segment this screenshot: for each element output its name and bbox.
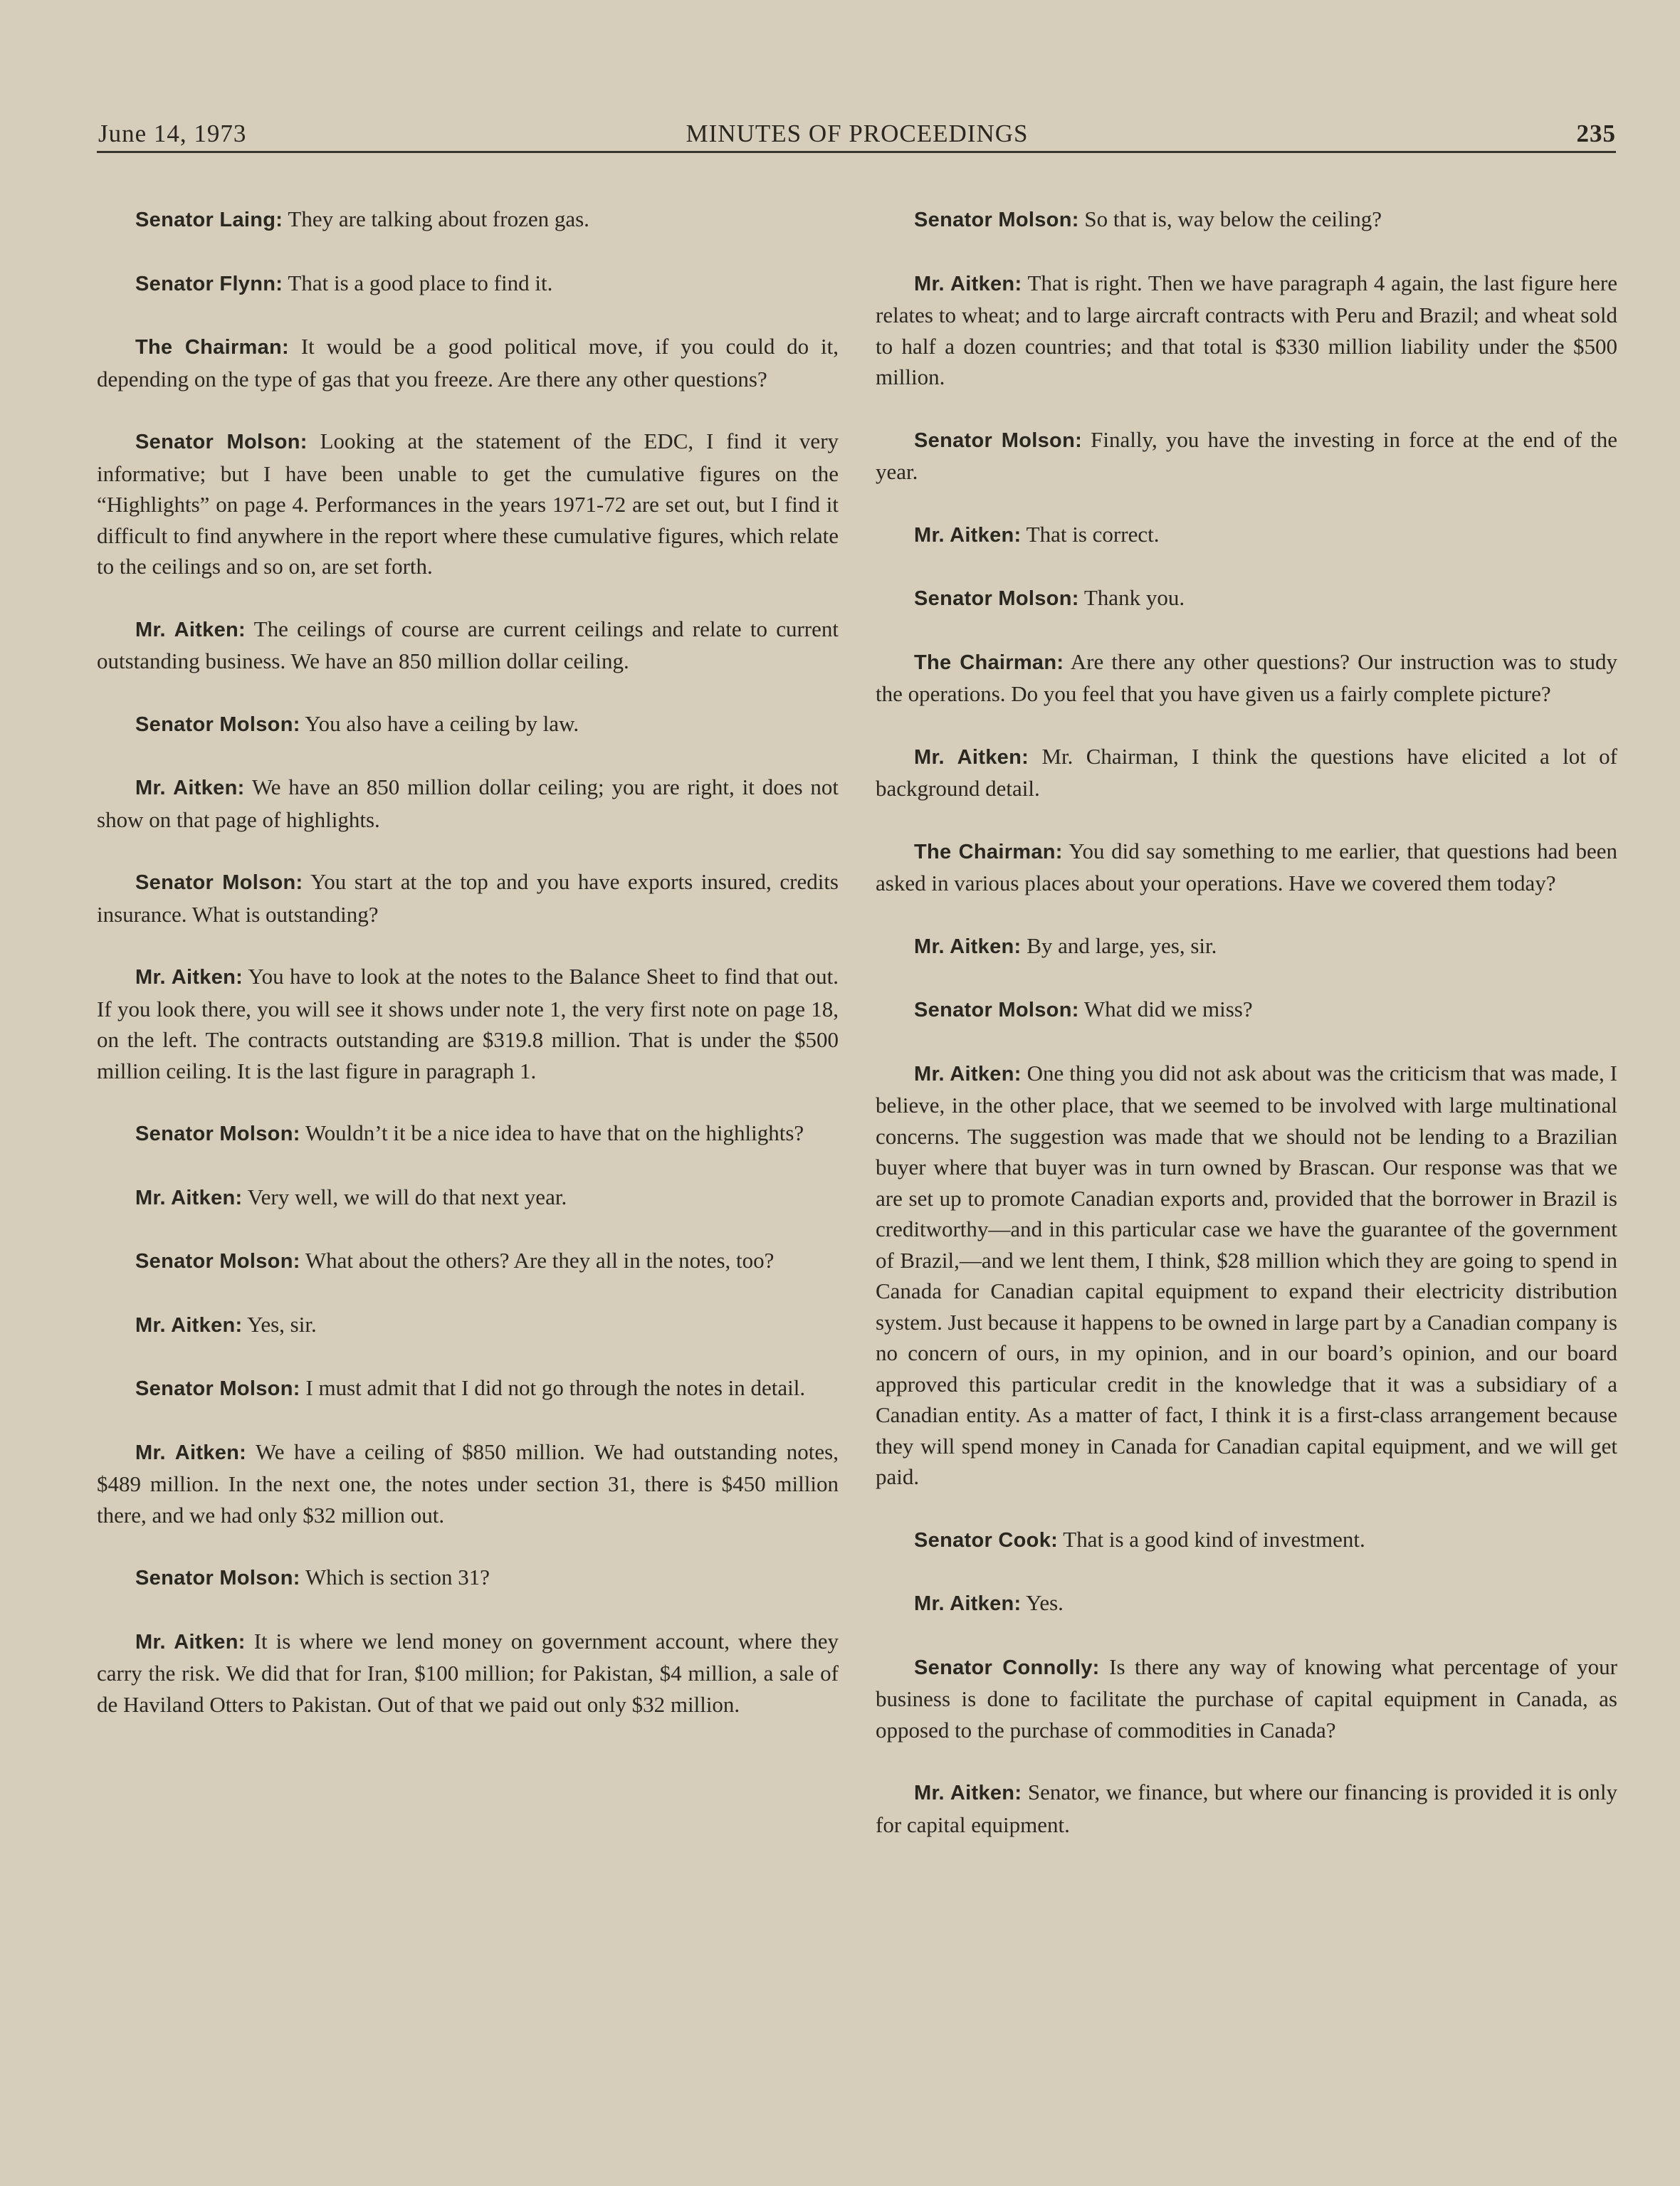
speaker-name: Senator Flynn: — [135, 272, 283, 295]
paragraph — [97, 1372, 839, 1405]
speech-text: I must admit that I did not go through the notes in detail. — [305, 1375, 806, 1400]
speaker-name: Mr. Aitken: — [135, 1630, 246, 1654]
speaker-name: Senator Molson: — [914, 429, 1083, 452]
speech-text: What about the others? Are they all in the notes, too? — [305, 1248, 775, 1273]
speech-text: Finally, you have the investing in force at the end of the year. — [876, 426, 1618, 484]
paragraph — [876, 204, 1617, 236]
speaker-name: Senator Molson: — [914, 209, 1079, 231]
speaker-name: Mr. Aitken: — [914, 1062, 1022, 1086]
speech-text: Is there any way of knowing what percentage of your business is done to facilitate the purchase of capital equipment in Canada, as opposed to the purchase of commodities in Canada? — [876, 1654, 1618, 1743]
speech-text: Yes. — [1026, 1590, 1064, 1615]
speech-text: That is a good place to find it. — [288, 270, 553, 295]
speaker-name: Senator Laing: — [135, 209, 283, 231]
paragraph — [876, 836, 1617, 899]
paragraph — [97, 426, 839, 582]
speech-text: We have a ceiling of $850 million. We had outstanding notes, $489 million. In the next one, the notes under section 31, there is $450 million there, and we had only $32 million out. — [97, 1439, 839, 1528]
speaker-name: Senator Molson: — [135, 1250, 300, 1273]
speech-text: You have to look at the notes to the Balance Sheet to find that out. If you look there, you will see it shows under note 1, the very first note on page 18, on the left. The contracts outstanding are $319.8 million. That is under the $500 million ceiling. It is the last figure in paragraph 1. — [97, 964, 839, 1083]
speech-text: The ceilings of course are current ceilings and relate to current outstanding business. We have an 850 million dollar ceiling. — [97, 616, 839, 673]
paragraph — [876, 646, 1617, 710]
speaker-name: Mr. Aitken: — [914, 1592, 1022, 1615]
paragraph — [97, 614, 839, 677]
speech-text: By and large, yes, sir. — [1027, 932, 1217, 958]
paragraph — [97, 1562, 839, 1594]
paragraph — [97, 772, 839, 835]
paragraph — [876, 582, 1617, 615]
speaker-name: Mr. Aitken: — [914, 935, 1022, 958]
speech-text: Thank you. — [1083, 585, 1185, 610]
speech-text: That is correct. — [1026, 521, 1160, 547]
paragraph — [97, 1182, 839, 1214]
paragraph — [876, 1651, 1617, 1746]
page-header — [98, 120, 1616, 152]
paragraph — [876, 994, 1617, 1026]
right-column — [876, 204, 1617, 1871]
speech-text: Mr. Chairman, I think the questions have elicited a lot of background detail. — [876, 743, 1618, 801]
speaker-name: The Chairman: — [914, 651, 1064, 674]
speaker-name: Mr. Aitken: — [914, 745, 1029, 769]
speaker-name: Mr. Aitken: — [135, 1441, 247, 1464]
speaker-name: Mr. Aitken: — [914, 1782, 1022, 1804]
speaker-name: Senator Molson: — [914, 587, 1079, 610]
speaker-name: The Chairman: — [914, 840, 1063, 863]
speech-text: You also have a ceiling by law. — [305, 710, 579, 736]
paragraph — [876, 930, 1617, 963]
paragraph — [876, 741, 1617, 804]
speech-text: Yes, sir. — [247, 1311, 317, 1337]
speaker-name: Mr. Aitken: — [914, 272, 1022, 295]
header-title: MINUTES OF PROCEEDINGS — [686, 120, 1029, 147]
speaker-name: Senator Molson: — [135, 713, 300, 736]
paragraph — [876, 1587, 1617, 1620]
paragraph — [97, 1436, 839, 1531]
paragraph — [97, 1309, 839, 1342]
speech-text: Are there any other questions? Our instruction was to study the operations. Do you feel that you have given us a fairly complete picture? — [876, 648, 1617, 706]
speaker-name: Senator Molson: — [135, 1123, 300, 1145]
header-date: June 14, 1973 — [98, 120, 247, 147]
speech-text: Which is section 31? — [305, 1565, 490, 1589]
speaker-name: Mr. Aitken: — [135, 777, 245, 799]
paragraph — [876, 1777, 1617, 1840]
speech-text: That is a good kind of investment. — [1063, 1526, 1365, 1552]
speaker-name: Mr. Aitken: — [914, 523, 1022, 547]
paragraph — [97, 268, 839, 300]
speech-text: You did say something to me earlier, that questions had been asked in various places about your operations. Have we covered them today? — [876, 838, 1617, 895]
paragraph — [876, 1058, 1617, 1493]
speaker-name: Senator Molson: — [135, 871, 303, 894]
speech-text: What did we miss? — [1083, 997, 1253, 1021]
speech-text: Wouldn’t it be a nice idea to have that on the highlights? — [305, 1120, 804, 1145]
speaker-name: Mr. Aitken: — [135, 1313, 243, 1337]
speaker-name: Mr. Aitken: — [135, 1186, 243, 1209]
speaker-name: Senator Molson: — [135, 1567, 300, 1589]
paragraph — [97, 1118, 839, 1150]
paragraph — [876, 268, 1617, 393]
paragraph — [97, 961, 839, 1086]
page-number: 235 — [1576, 120, 1616, 147]
speech-text: That is right. Then we have paragraph 4 again, the last figure here relates to wheat; and to large aircraft contracts with Peru and Brazil; and wheat sold to half a dozen countries; and that total is $330 million liability under the $500 million. — [876, 270, 1617, 389]
left-column — [97, 204, 839, 1751]
paragraph — [876, 424, 1617, 488]
speech-text: Senator, we finance, but where our financing is provided it is only for capital equipment. — [876, 1780, 1618, 1837]
speech-text: We have an 850 million dollar ceiling; you are right, it does not show on that page of highlights. — [97, 774, 839, 832]
header-rule — [97, 151, 1616, 153]
paragraph — [97, 331, 839, 394]
speech-text: It is where we lend money on government account, where they carry the risk. We did that for Iran, $100 million; for Pakistan, $4 million, a sale of de Haviland Otters to Pakistan. Out of that we paid out only $32 million. — [97, 1628, 839, 1717]
paragraph — [97, 204, 839, 236]
speech-text: It would be a good political move, if you could do it, depending on the type of gas that you freeze. Are there any other questions? — [97, 334, 839, 392]
paragraph — [97, 1626, 839, 1720]
speaker-name: Senator Molson: — [914, 999, 1079, 1021]
speech-text: They are talking about frozen gas. — [288, 206, 589, 231]
speech-text: One thing you did not ask about was the criticism that was made, I believe, in the other place, that we seemed to be involved with large multinational concerns. The suggestion was made that we should not be lending to a Brazilian buyer where that buyer was in turn owned by Brascan. Our response was that we are set up to promote Canadian exports and, provided that the borrower in Brazil is creditworthy—and in this particular case we have the guarantee of the government of Brazil,—and we lent them, I think, $28 million which they are going to spend in Canada for Canadian capital equipment to expand their electricity distribution system. Just because it happens to be owned in large part by a Canadian company is no concern of ours, in my opinion, and in our board’s opinion, and our board approved this particular credit in the knowledge that it was a subsidiary of a Canadian entity. As a matter of fact, I think it is a first-class arrangement because they will spend money in Canada for Canadian capital equipment, and we will get paid. — [876, 1060, 1617, 1489]
speech-text: Looking at the statement of the EDC, I find it very informative; but I have been unable to get the cumulative figures on the “Highlights” on page 4. Performances in the years 1971-72 are set out, but I find it difficult to find anywhere in the report where these cumulative figures, which relate to the ceilings and so on, are set forth. — [97, 429, 839, 579]
speaker-name: The Chairman: — [135, 336, 290, 359]
speech-text: You start at the top and you have exports insured, credits insurance. What is outstanding? — [97, 869, 839, 927]
speaker-name: Senator Connolly: — [914, 1656, 1100, 1679]
speech-text: So that is, way below the ceiling? — [1084, 206, 1382, 231]
speaker-name: Mr. Aitken: — [135, 966, 243, 989]
speaker-name: Senator Molson: — [135, 431, 308, 453]
speaker-name: Senator Cook: — [914, 1528, 1059, 1552]
speaker-name: Mr. Aitken: — [135, 618, 246, 641]
paragraph — [97, 866, 839, 930]
paragraph — [97, 1245, 839, 1278]
speaker-name: Senator Molson: — [135, 1377, 300, 1400]
speech-text: Very well, we will do that next year. — [247, 1184, 567, 1209]
paragraph — [97, 708, 839, 741]
paragraph — [876, 1524, 1617, 1557]
paragraph — [876, 519, 1617, 552]
